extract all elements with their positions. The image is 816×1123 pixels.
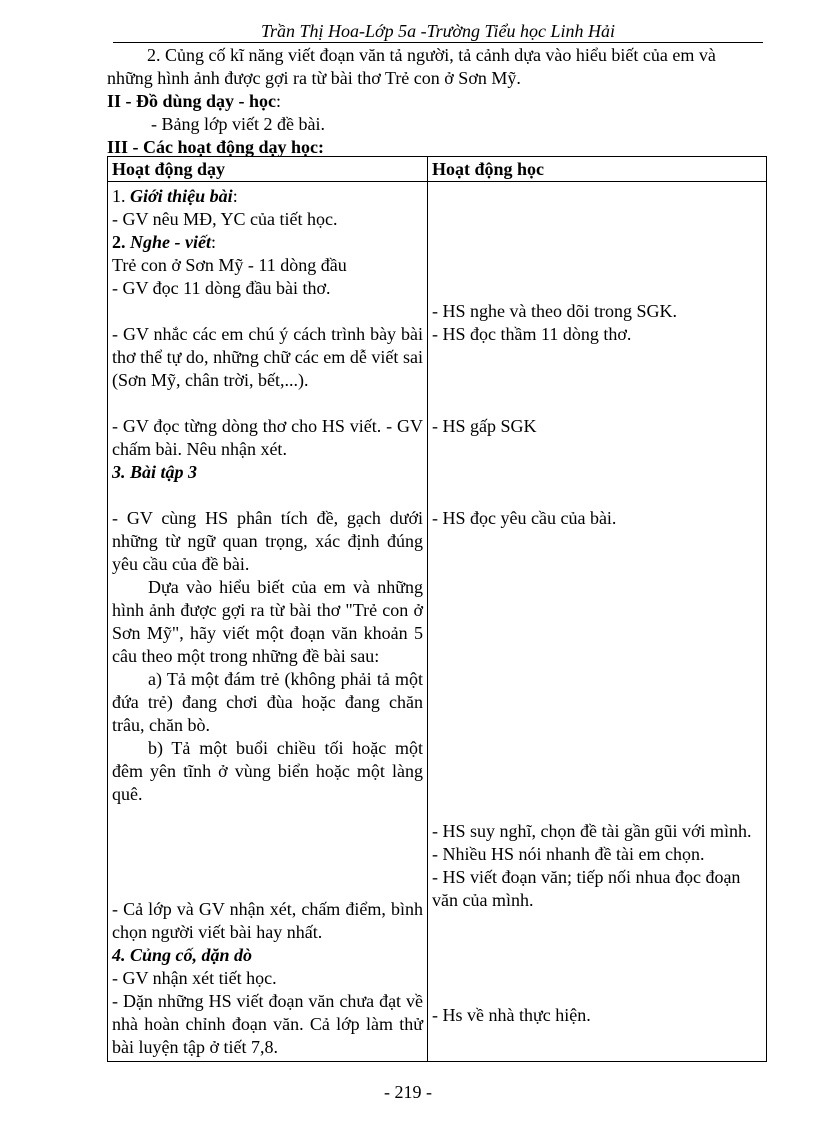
page-header: Trần Thị Hoa-Lớp 5a -Trường Tiểu học Linh Hải bbox=[113, 20, 763, 43]
exercise-3-option-b: b) Tả một buổi chiều tối hoặc một đêm yên tĩnh ở vùng biển hoặc một làng quê. bbox=[112, 738, 423, 804]
dictation-read-line: - GV đọc 11 dòng đầu bài thơ. bbox=[112, 278, 331, 298]
exercise-3-review: - Cả lớp và GV nhận xét, chấm điểm, bình chọn người viết bài hay nhất. bbox=[112, 899, 423, 942]
section-2-dictation-title: Nghe - viết bbox=[130, 232, 211, 252]
exercise-3-analysis: - GV cùng HS phân tích đề, gạch dưới những từ ngữ quan trọng, xác định đúng yêu cầu của đề bài. bbox=[112, 508, 423, 574]
objective-line-2: những hình ảnh được gợi ra từ bài thơ Trẻ con ở Sơn Mỹ. bbox=[107, 68, 521, 88]
section-4-line-1: - GV nhận xét tiết học. bbox=[112, 968, 277, 988]
student-activity-4: - HS đọc yêu cầu của bài. bbox=[432, 508, 617, 528]
section-2-title: II - Đồ dùng dạy - học bbox=[107, 91, 277, 111]
exercise-3-option-a: a) Tả một đám trẻ (không phải tả một đứa trẻ) đang chơi đùa hoặc đang chăn trâu, chăn bò. bbox=[112, 669, 423, 735]
dictation-text-line: Trẻ con ở Sơn Mỹ - 11 dòng đầu bbox=[112, 255, 347, 275]
activities-table bbox=[107, 156, 767, 1062]
teacher-activities-cell bbox=[108, 182, 428, 1062]
student-activity-3: - HS gấp SGK bbox=[432, 416, 537, 436]
dictation-write-line: - GV đọc từng dòng thơ cho HS viết. - GV chấm bài. Nêu nhận xét. bbox=[112, 416, 423, 459]
teacher-column-header: Hoạt động dạy bbox=[108, 157, 428, 182]
student-column-header: Hoạt động học bbox=[428, 157, 767, 182]
section-1-colon: : bbox=[232, 186, 238, 206]
dictation-reminder-line: - GV nhắc các em chú ý cách trình bày bài thơ thể tự do, những chữ các em dễ viết sai (Sơn Mỹ, chân trời, bết,...). bbox=[112, 324, 423, 390]
section-1-number: 1. bbox=[112, 186, 130, 206]
exercise-3-title: 3. Bài tập 3 bbox=[112, 462, 198, 482]
section-1-title: Giới thiệu bài bbox=[130, 186, 233, 206]
student-activity-6: - Nhiều HS nói nhanh đề tài em chọn. bbox=[432, 844, 705, 864]
student-activity-5: - HS suy nghĩ, chọn đề tài gần gũi với mình. bbox=[432, 821, 752, 841]
table-header-row bbox=[108, 157, 767, 182]
objective-line-1: 2. Củng cố kĩ năng viết đoạn văn tả người, tả cảnh dựa vào hiểu biết của em và bbox=[147, 45, 716, 65]
section-2-heading-row bbox=[112, 231, 423, 254]
section-2-dictation-colon: : bbox=[210, 232, 216, 252]
section-4-line-2: - Dặn những HS viết đoạn văn chưa đạt về nhà hoàn chỉnh đoạn văn. Cả lớp làm thử bài luyện tập ở tiết 7,8. bbox=[112, 991, 423, 1057]
student-activity-8: - Hs về nhà thực hiện. bbox=[432, 1005, 591, 1025]
section-1-heading bbox=[112, 185, 423, 208]
section-3-title: III - Các hoạt động dạy học: bbox=[107, 137, 325, 157]
page-number: - 219 - bbox=[384, 1082, 432, 1102]
section-2-number: 2. bbox=[112, 232, 130, 252]
section-2-heading bbox=[107, 90, 281, 113]
section-2-colon: : bbox=[276, 91, 282, 111]
student-activity-1: - HS nghe và theo dõi trong SGK. bbox=[432, 301, 677, 321]
section-4-title: 4. Củng cố, dặn dò bbox=[112, 945, 253, 965]
student-activity-7: - HS viết đoạn văn; tiếp nối nhua đọc đoạn văn của mình. bbox=[432, 867, 741, 910]
section-1-line: - GV nêu MĐ, YC của tiết học. bbox=[112, 209, 338, 229]
table-row bbox=[108, 182, 767, 1062]
student-activities-cell bbox=[428, 182, 767, 1062]
exercise-3-prompt: Dựa vào hiểu biết của em và những hình ảnh được gợi ra từ bài thơ "Trẻ con ở Sơn Mỹ", hãy viết một đoạn văn khoản 5 câu theo một trong những đề bài sau: bbox=[112, 577, 423, 666]
student-activity-2: - HS đọc thầm 11 dòng thơ. bbox=[432, 324, 632, 344]
section-2-item: - Bảng lớp viết 2 đề bài. bbox=[151, 114, 325, 134]
